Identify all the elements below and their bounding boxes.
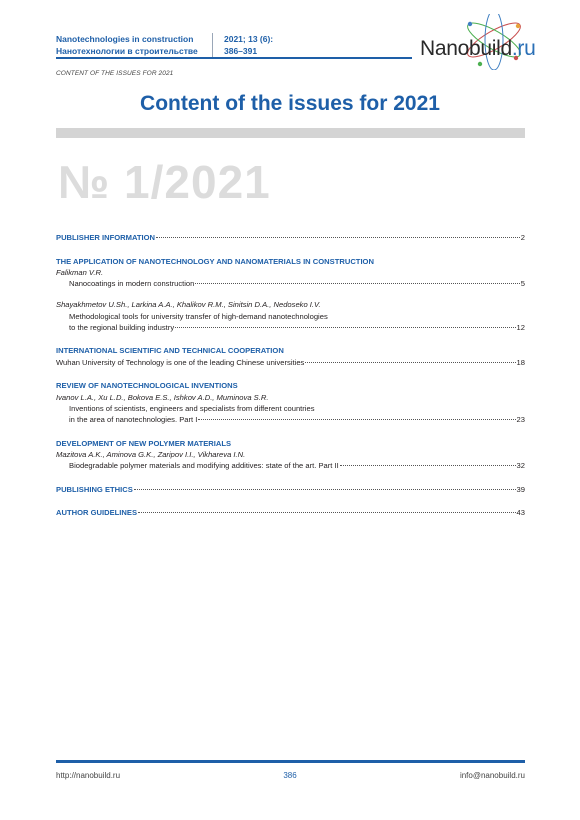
- toc-entry-title: in the area of nanotechnologies. Part I: [69, 414, 198, 424]
- toc-entry-title: Nanocoatings in modern construction: [69, 279, 195, 289]
- section-heading-international: INTERNATIONAL SCIENTIFIC AND TECHNICAL COOPERATION: [56, 346, 284, 356]
- article-authors: Falikman V.R.: [56, 267, 104, 277]
- toc-entry-title: PUBLISHER INFORMATION: [56, 233, 155, 242]
- nanobuild-logo: [412, 14, 536, 70]
- leader-dots: [305, 362, 515, 363]
- leader-dots: [134, 489, 516, 490]
- logo-text: Nanobuild.ru: [420, 37, 536, 60]
- issue-info: [224, 34, 273, 57]
- section-heading-polymer: DEVELOPMENT OF NEW POLYMER MATERIALS: [56, 438, 232, 448]
- article-authors: Mazitova A.K., Aminova G.K., Zaripov I.I., Vikhareva I.N.: [56, 449, 246, 459]
- toc-entry-title: AUTHOR GUIDELINES: [56, 508, 138, 518]
- toc-entry-publishing-ethics[interactable]: [56, 484, 525, 495]
- toc-entry-wuhan[interactable]: [56, 357, 525, 368]
- leader-dots: [195, 283, 519, 284]
- toc-entry-title-line: Methodological tools for university transfer of high-demand nanotechnologies: [69, 311, 328, 321]
- journal-name: [56, 34, 198, 57]
- leader-dots: [138, 512, 516, 513]
- toc-page-number: 23: [516, 414, 525, 424]
- issue-number: № 1/2021: [58, 156, 271, 208]
- leader-dots: [175, 327, 515, 328]
- leader-dots: [340, 465, 516, 466]
- journal-name-ru: Нанотехнологии в строительстве: [56, 45, 198, 56]
- toc-entry-biodegradable[interactable]: [56, 460, 525, 471]
- toc-entry-author-guidelines[interactable]: [56, 507, 525, 518]
- toc-page-number: 18: [516, 357, 525, 367]
- toc-entry-title: Biodegradable polymer materials and modifying additives: state of the art. Part II: [69, 461, 339, 471]
- toc-entry-title-line: Inventions of scientists, engineers and specialists from different countries: [69, 403, 315, 413]
- leader-dots: [198, 419, 515, 420]
- leader-dots: [156, 237, 520, 238]
- toc-page-number: 39: [516, 484, 525, 494]
- section-label: CONTENT OF THE ISSUES FOR 2021: [56, 70, 174, 77]
- toc-entry-title: to the regional building industry: [69, 322, 175, 332]
- toc-page-number: 2: [520, 233, 525, 242]
- toc-page-number: 12: [516, 322, 525, 332]
- section-heading-application: THE APPLICATION OF NANOTECHNOLOGY AND NANOMATERIALS IN CONSTRUCTION: [56, 256, 374, 266]
- header-divider: [212, 33, 213, 57]
- issue-volume: 2021; 13 (6):: [224, 34, 274, 44]
- toc-page-number: 5: [520, 279, 525, 289]
- article-authors: Ivanov L.A., Xu L.D., Bokova E.S., Ishkov A.D., Muminova S.R.: [56, 392, 269, 402]
- footer-rule: [56, 760, 525, 763]
- toc-entry-publisher-info[interactable]: [56, 232, 525, 243]
- issue-pages: 386–391: [224, 45, 258, 56]
- toc-entry-title: PUBLISHING ETHICS: [56, 484, 133, 494]
- table-of-contents: [56, 232, 525, 519]
- section-heading-review: REVIEW OF NANOTECHNOLOGICAL INVENTIONS: [56, 381, 238, 391]
- footer-page-number: 386: [283, 771, 297, 780]
- toc-entry-inventions[interactable]: [56, 414, 525, 425]
- toc-page-number: 43: [516, 508, 525, 518]
- footer-email-link[interactable]: info@nanobuild.ru: [459, 771, 525, 780]
- toc-entry-nanocoatings[interactable]: [56, 278, 525, 289]
- page-title: Content of the issues for 2021: [140, 92, 440, 115]
- toc-page-number: 32: [516, 461, 525, 471]
- header-rule: [56, 57, 412, 59]
- gray-bar: [56, 128, 525, 138]
- toc-entry-methodological-tools[interactable]: [56, 322, 525, 333]
- journal-name-en: Nanotechnologies in construction: [56, 34, 194, 44]
- toc-entry-title: Wuhan University of Technology is one of the leading Chinese universities: [56, 357, 305, 367]
- footer-url-link[interactable]: http://nanobuild.ru: [56, 771, 121, 780]
- article-authors: Shayakhmetov U.Sh., Larkina A.A., Khalikov R.M., Sinitsin D.A., Nedoseko I.V.: [56, 300, 321, 310]
